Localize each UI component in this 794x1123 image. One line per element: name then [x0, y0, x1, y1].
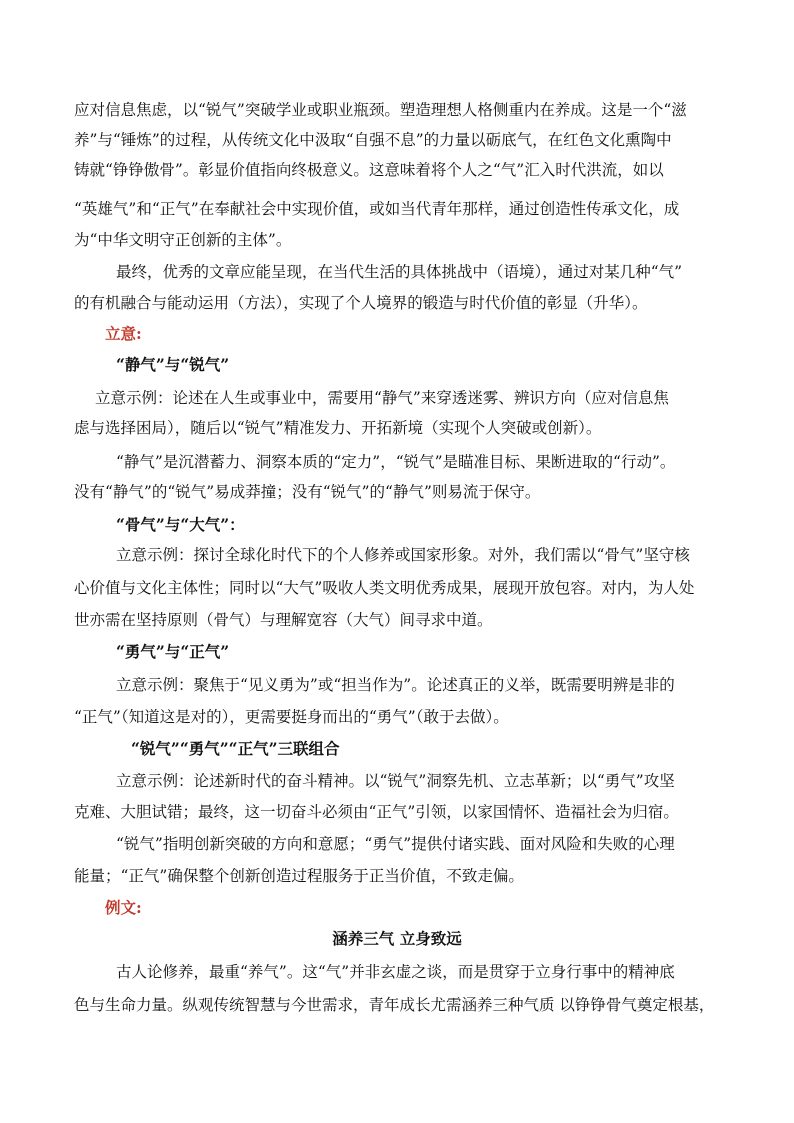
pair-heading: “骨气”与“大气”：	[116, 515, 245, 534]
example-line: 心价值与文化主体性；同时以“大气”吸收人类文明优秀成果，展现开放包容。对内，为人处	[74, 579, 695, 597]
essay-line: 古人论修养，最重“养气”。这“气”并非玄虚之谈，而是贯穿于立身行事中的精神底	[116, 963, 675, 981]
note-line: “静气”是沉潜蓄力、洞察本质的“定力”，“锐气”是瞄准目标、果断进取的“行动”。	[116, 453, 676, 471]
example-line: 立意示例：聚焦于“见义勇为”或“担当作为”。论述真正的义举，既需要明辨是非的	[116, 676, 675, 694]
paragraph-line: 养”与“锤炼”的过程，从传统文化中汲取“自强不息”的力量以砺底气，在红色文化熏陶中	[74, 131, 672, 149]
example-line: 克难、大胆试错；最终，这一切奋斗必须由“正气”引领，以家国情怀、造福社会为归宿。	[74, 803, 679, 821]
trio-heading: “锐气”“勇气”“正气”三联组合	[131, 739, 340, 758]
essay-line: 色与生命力量。纵观传统智慧与今世需求，青年成长尤需涵养三种气质 以铮铮骨气奠定根基，	[74, 996, 715, 1014]
note-line: 能量；“正气”确保整个创新创造过程服务于正当价值，不致走偏。	[74, 867, 524, 885]
section-label-liwen: 例文:	[105, 898, 142, 917]
pair-heading: “勇气”与“正气”	[116, 642, 230, 661]
note-line: 没有“静气”的“锐气”易成莽撞；没有“锐气”的“静气”则易流于保守。	[74, 483, 541, 501]
essay-title: 涵养三气 立身致远	[332, 929, 462, 948]
paragraph-line: 应对信息焦虑，以“锐气”突破学业或职业瓶颈。塑造理想人格侧重内在养成。这是一个“滋	[74, 101, 687, 119]
note-line: “锐气”指明创新突破的方向和意愿；“勇气”提供付诸实践、面对风险和失败的心理	[116, 835, 675, 853]
paragraph-line: 的有机融合与能动运用（方法），实现了个人境界的锻造与时代价值的彰显（升华）。	[74, 294, 648, 312]
paragraph-line: 铸就“铮铮傲骨”。彰显价值指向终极意义。这意味着将个人之“气”汇入时代洪流，如以	[74, 161, 664, 179]
pair-heading: “静气”与“锐气”	[116, 355, 230, 374]
example-line: 立意示例：论述新时代的奋斗精神。以“锐气”洞察先机、立志革新；以“勇气”攻坚	[116, 772, 675, 790]
example-line: “正气”（知道这是对的），更需要挺身而出的“勇气”（敢于去做）。	[74, 708, 509, 726]
example-line: 虑与选择困局），随后以“锐气”精准发力、开拓新境（实现个人突破或创新）。	[74, 419, 602, 437]
example-line: 世亦需在坚持原则（骨气）与理解宽容（大气）间寻求中道。	[74, 611, 493, 629]
paragraph-line: “英雄气”和“正气”在奉献社会中实现价值，或如当代青年那样，通过创造性传承文化，成	[74, 200, 680, 218]
paragraph-line: 最终，优秀的文章应能呈现，在当代生活的具体挑战中（语境），通过对某几种“气”	[116, 263, 683, 281]
example-line: 立意示例：探讨全球化时代下的个人修养或国家形象。对外，我们需以“骨气”坚守核	[116, 546, 690, 564]
paragraph-line: 为“中华文明守正创新的主体”。	[74, 231, 292, 249]
section-label-liyi: 立意:	[105, 324, 142, 343]
example-line: 立意示例：论述在人生或事业中，需要用“静气”来穿透迷雾、辨识方向（应对信息焦	[95, 389, 669, 407]
